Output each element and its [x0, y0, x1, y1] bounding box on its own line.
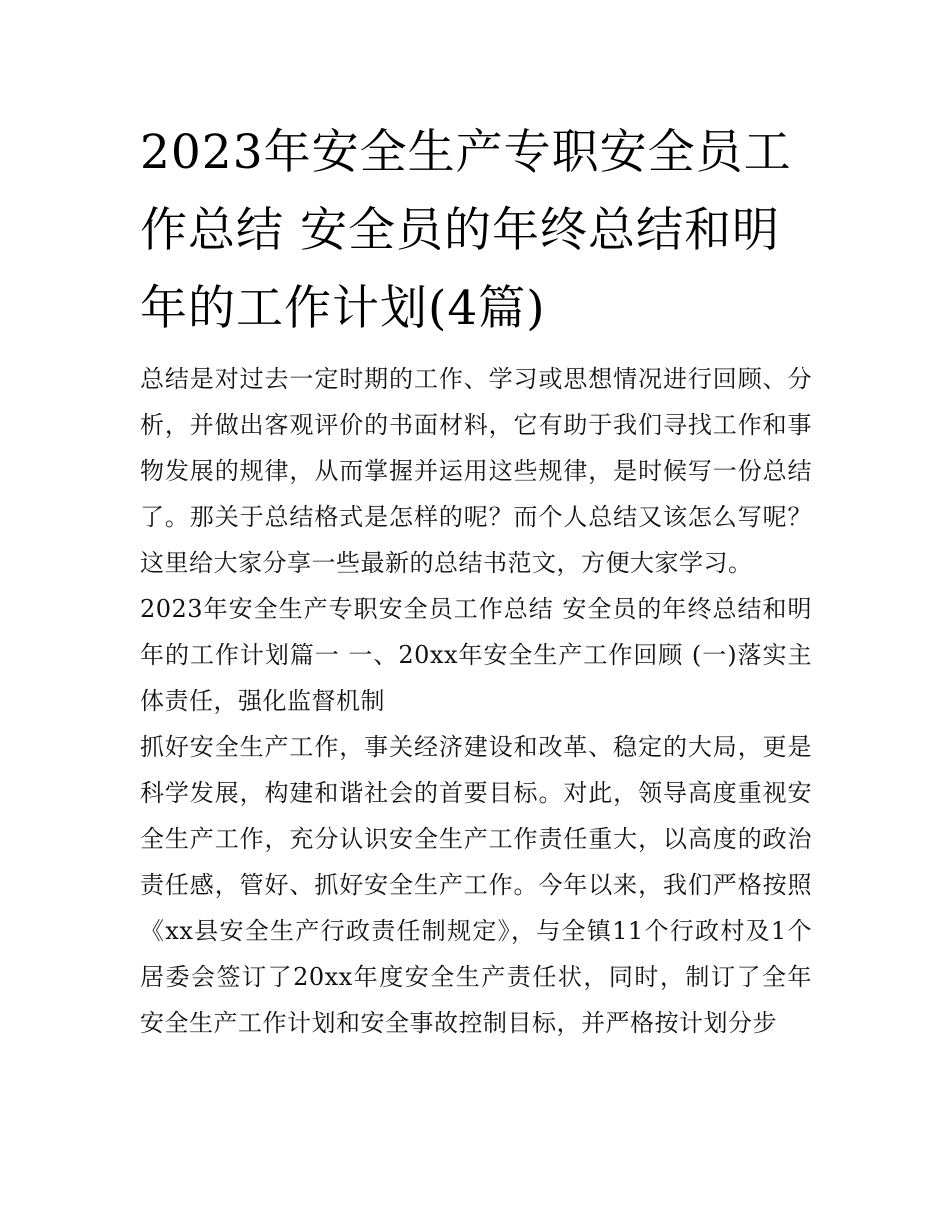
- section-heading-paragraph: 2023年安全生产专职安全员工作总结 安全员的年终总结和明年的工作计划篇一 一、20xx年安全生产工作回顾 (一)落实主体责任，强化监督机制: [140, 595, 812, 715]
- document-title: 2023年安全生产专职安全员工作总结 安全员的年终总结和明年的工作计划(4篇): [140, 125, 792, 336]
- intro-paragraph: 总结是对过去一定时期的工作、学习或思想情况进行回顾、分析，并做出客观评价的书面材料，它有助于我们寻找工作和事物发展的规律，从而掌握并运用这些规律，是时候写一份总结了。那关于总结格式是怎样的呢？而个人总结又该怎么写呢？这里给大家分享一些最新的总结书范文，方便大家学习。: [140, 365, 812, 577]
- document-body: [140, 356, 812, 1046]
- document-page: [140, 0, 812, 1229]
- body-paragraph: 抓好安全生产工作，事关经济建设和改革、稳定的大局，更是科学发展，构建和谐社会的首要目标。对此，领导高度重视安全生产工作，充分认识安全生产工作责任重大，以高度的政治责任感，管好、抓好安全生产工作。今年以来，我们严格按照《xx县安全生产行政责任制规定》，与全镇11个行政村及1个居委会签订了20xx年度安全生产责任状，同时，制订了全年安全生产工作计划和安全事故控制目标，并严格按计划分步: [140, 733, 812, 1037]
